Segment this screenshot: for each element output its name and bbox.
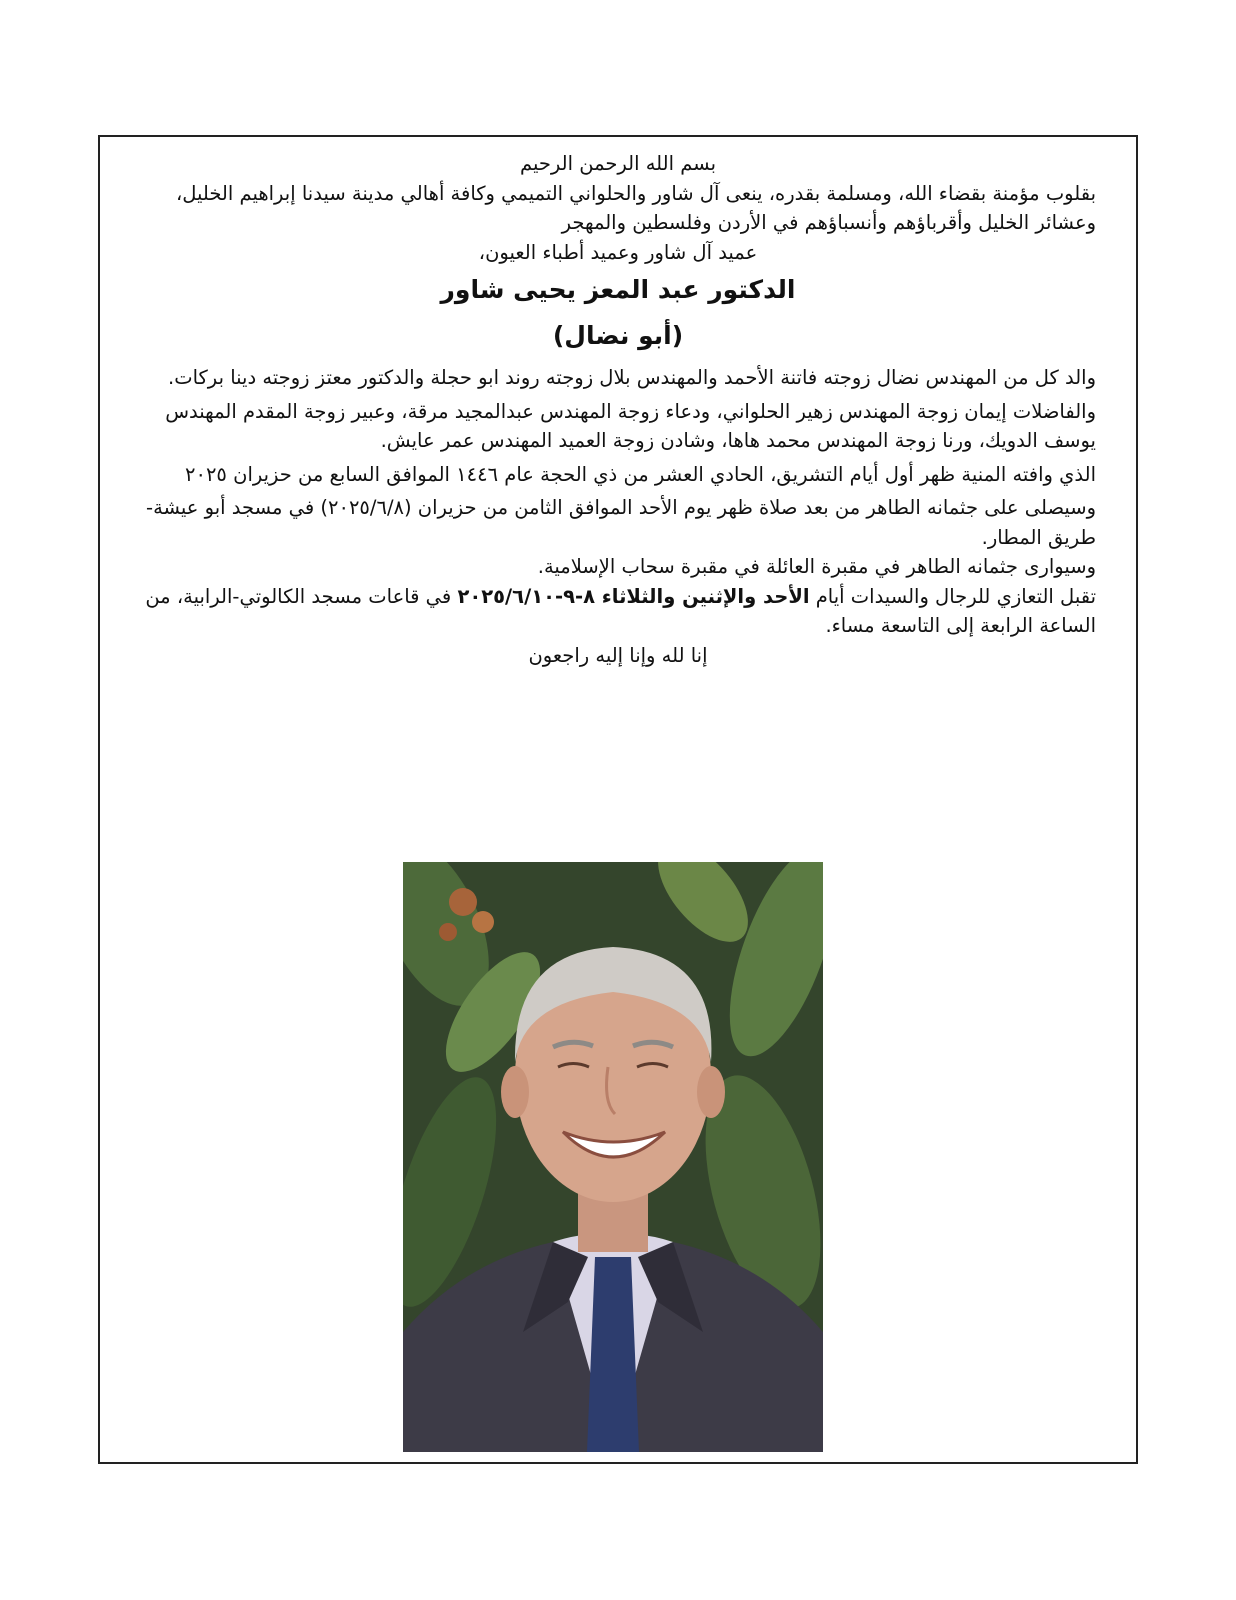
intro-paragraph: بقلوب مؤمنة بقضاء الله، ومسلمة بقدره، ينعى آل شاور والحلواني التميمي وكافة أهالي مدينة سيدنا إبراهيم الخليل، وعشائر الخليل وأقرباؤهم وأنسباؤهم في الأردن وفلسطين والمهجر (175, 181, 1096, 234)
closing-verse: إنا لله وإنا إليه راجعون (528, 643, 708, 667)
prayer-paragraph: وسيصلى على جثمانه الطاهر من بعد صلاة ظهر يوم الأحد الموافق الثامن من حزيران (٢٠٢٥/٦/٨) في مسجد أبو عيشة- طريق المطار. (146, 496, 1096, 549)
deceased-kunya: (أبو نضال) (552, 321, 684, 350)
obituary-frame (98, 135, 1138, 1464)
portrait-illustration (403, 862, 823, 1452)
father-of-paragraph: والد كل من المهندس نضال زوجته فاتنة الأحمد والمهندس بلال زوجته روند ابو حجلة والدكتور معتز زوجته دينا بركات. (168, 366, 1096, 389)
basmala: بسم الله الرحمن الرحيم (520, 152, 716, 175)
condolences-paragraph (140, 582, 1096, 641)
condolences-days: الأحد والإثنين والثلاثاء ٨-٩-٢٠٢٥/٦/١٠ (457, 584, 810, 608)
burial-paragraph: وسيوارى جثمانه الطاهر في مقبرة العائلة في مقبرة سحاب الإسلامية. (537, 555, 1096, 578)
death-date-paragraph: الذي وافته المنية ظهر أول أيام التشريق، الحادي العشر من ذي الحجة عام ١٤٤٦ الموافق السابع من حزيران ٢٠٢٥ (185, 462, 1096, 486)
condolences-prefix: تقبل التعازي للرجال والسيدات أيام (815, 584, 1096, 608)
portrait-photo (403, 862, 823, 1452)
condolences-suffix: في قاعات مسجد الكالوتي-الرابية، من الساعة الرابعة إلى التاسعة مساء. (145, 584, 1096, 637)
daughters-paragraph: والفاضلات إيمان زوجة المهندس زهير الحلواني، ودعاء زوجة المهندس عبدالمجيد مرقة، وعبير زوجة المقدم المهندس يوسف الدويك، ورنا زوجة المهندس محمد هاها، وشادن زوجة العميد المهندس عمر عايش. (165, 399, 1096, 452)
title-line: عميد آل شاور وعميد أطباء العيون، (478, 240, 758, 264)
obituary-text (140, 149, 1096, 670)
deceased-name: الدكتور عبد المعز يحيى شاور (440, 275, 796, 304)
